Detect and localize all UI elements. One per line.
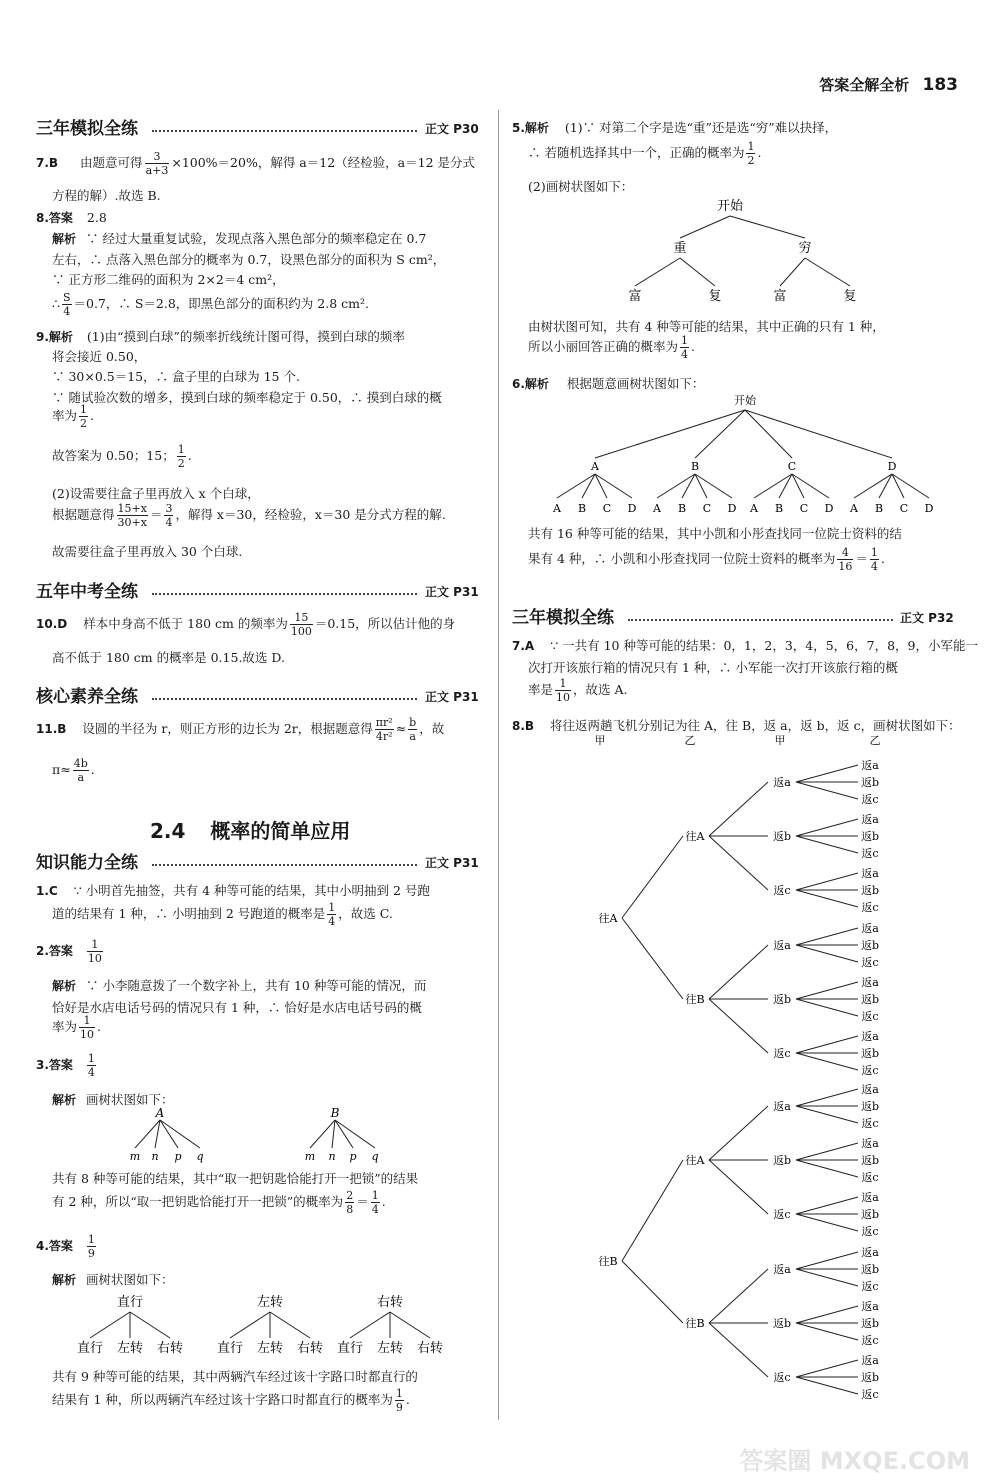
tree-leaf: 返b [860, 1371, 880, 1384]
section-leader [152, 593, 417, 595]
tree-leaf: 返b [860, 939, 880, 952]
tree-edge [557, 474, 595, 498]
tree-leaf: 返a [861, 1246, 879, 1259]
tree-edge [796, 928, 858, 945]
fraction: $\frac{2}{8}$ [346, 1189, 354, 1216]
tree-leaf: 返b [860, 1047, 880, 1060]
section-leader [628, 619, 893, 621]
tree-edge [730, 216, 805, 238]
tree-leaf: 直行 [336, 1341, 364, 1356]
q8 [36, 209, 107, 226]
tree-leaf: A [850, 502, 858, 515]
tree-leaf: 复 [708, 289, 722, 304]
tree-edge [90, 1312, 130, 1338]
tree-diagram-q6 [540, 390, 960, 518]
tree-leaf: D [627, 502, 637, 515]
tree-leaf: 返a [861, 1300, 879, 1313]
tree-edge [780, 258, 805, 286]
tree-edge [796, 1252, 858, 1269]
question-number: 5.解析 [512, 121, 549, 135]
q2-line1: 解析 ∵ 小李随意拨了一个数字补上，共有 10 种等可能的情况，而 [52, 978, 427, 993]
tree-node-level2: 往B [685, 1317, 705, 1330]
tree-node-level3: 返a [773, 776, 791, 789]
tree-leaf: 返c [861, 1225, 879, 1238]
tree-edge [796, 1306, 858, 1323]
tree-leaf: 返b [860, 884, 880, 897]
tree-leaf: 复 [843, 289, 857, 304]
tree-node-level3: 返b [772, 993, 792, 1006]
tree-edge [796, 945, 858, 962]
tree-leaf: B [774, 502, 784, 515]
tree-root: 开始 [716, 199, 744, 214]
question-number: 8.答案 [36, 211, 73, 225]
tree-node-level3: 返b [772, 830, 792, 843]
q3-line2: 共有 8 种等可能的结果，其中“取一把钥匙恰能打开一把锁”的结果 [52, 1171, 419, 1186]
tree-leaf: q [371, 1150, 379, 1163]
tree-edge [796, 873, 858, 890]
question-number: 1.C [36, 884, 58, 898]
tree-edge [796, 1089, 858, 1106]
tree-edge [796, 1269, 858, 1286]
tree-edge [796, 890, 858, 907]
tree-edge [796, 1106, 858, 1123]
q6-line1: 6.解析 根据题意画树状图如下： [512, 376, 705, 391]
tree-node-level1: 往B [598, 1255, 618, 1268]
question-number: 6.解析 [512, 377, 549, 391]
q1-line2: 道的结果有 1 种，∴ 小明抽到 2 号跑道的概率是 $\frac{1}{4}$ ，故选 C. [52, 901, 393, 928]
tree-leaf: n [328, 1150, 336, 1163]
tree-leaf: 返a [861, 976, 879, 989]
q5-line1: 5.解析 (1)∵ 对第二个字是选“重”还是选“穷”难以抉择， [512, 120, 838, 135]
tree-leaf: 返b [860, 993, 880, 1006]
tree-node-level3: 返c [773, 1371, 791, 1384]
tree-edge [350, 1312, 390, 1338]
tree-mid: 穷 [798, 241, 812, 256]
q9-line3: ∵ 30×0.5＝15，∴ 盒子里的白球为 15 个. [52, 369, 300, 384]
q2-line2: 恰好是水店电话号码的情况只有 1 种，∴ 恰好是水店电话号码的概 [52, 1000, 422, 1015]
tree-edge [754, 474, 792, 498]
tree-leaf: A [750, 502, 758, 515]
q9-line6: 故答案为 0.50；15； $\frac{1}{2}$ . [52, 443, 192, 470]
tree-leaf: 右转 [416, 1341, 444, 1356]
question-number: 7.A [512, 639, 535, 653]
tree-root: 左转 [256, 1295, 284, 1310]
tree-node-level2: 往B [685, 993, 705, 1006]
fraction: $\frac{1}{4}$ [681, 334, 689, 361]
tree-leaf: 返a [861, 759, 879, 772]
tree-edge [709, 1160, 768, 1214]
running-header [819, 74, 958, 95]
section-ref: 正文 P32 [900, 611, 954, 625]
tree-node-level2: 往A [685, 830, 705, 843]
tree-node-level3: 返a [773, 1100, 791, 1113]
tree-leaf: 返c [861, 847, 879, 860]
fraction: $\frac{1}{10}$ [556, 677, 571, 704]
section-ref: 正文 P31 [425, 585, 479, 599]
q6-line3: 果有 4 种，∴ 小凯和小彤查找同一位院士资料的概率为 $\frac{4}{16}$ ＝ $\frac{1}{4}$ . [528, 546, 885, 573]
fraction: $\frac{1}{10}$ [87, 938, 102, 965]
q9-line4: ∵ 随试验次数的增多，摸到白球的频率稳定于 0.50，∴ 摸到白球的概 [52, 390, 442, 405]
tree-leaf: A [653, 502, 661, 515]
column-label: 甲 [594, 734, 606, 747]
tree-diagram-q4 [60, 1290, 480, 1360]
tree-leaf: 返c [861, 1388, 879, 1401]
q7r-line1: 7.A ∵ 一共有 10 种等可能的结果：0，1，2，3，4，5，6，7，8，9，小军能一 [512, 638, 978, 653]
tree-leaf: 左转 [256, 1341, 284, 1356]
tree-root-b: B [330, 1106, 340, 1120]
section-ref: 正文 P30 [425, 122, 479, 136]
tree-leaf: C [702, 502, 712, 515]
fraction: $\frac{1}{4}$ [371, 1189, 379, 1216]
tree-edge [390, 1312, 430, 1338]
tree-mid: A [591, 460, 599, 473]
fraction: $\frac{S}{4}$ [62, 291, 71, 318]
fraction: $\frac{b}{a}$ [409, 716, 417, 743]
section-ref: 正文 P31 [425, 690, 479, 704]
tree-node-level3: 返a [773, 1263, 791, 1276]
tree-mid: C [787, 460, 797, 473]
q9-line1: 9.解析 (1)由“摸到白球”的频率折线统计图可得，摸到白球的频率 [36, 329, 405, 344]
section-leader [152, 130, 417, 132]
tree-mid: D [887, 460, 897, 473]
tree-edge [796, 1377, 858, 1394]
fraction: $\frac{1}{2}$ [177, 443, 185, 470]
q5-line5: 所以小丽回答正确的概率为 $\frac{1}{4}$ . [528, 334, 695, 361]
tree-leaf: q [196, 1150, 204, 1163]
tree-edge [695, 410, 745, 458]
q10-line2: 高不低于 180 cm 的概率是 0.15.故选 D. [52, 650, 285, 665]
tree-node-level2: 往A [685, 1154, 705, 1167]
tree-node-level3: 返a [773, 939, 791, 952]
section-title-hexin: 核心素养全练 [36, 687, 138, 707]
fraction: $\frac{1}{10}$ [80, 1014, 95, 1041]
tree-edge [709, 999, 768, 1053]
header-title: 答案全解全析 [819, 76, 910, 94]
tree-leaf: D [727, 502, 737, 515]
question-number: 9.解析 [36, 330, 73, 344]
watermark: 答案圈 MXQE.COM [739, 1447, 970, 1475]
tree-edge [622, 918, 683, 999]
answer-value: 2.8 [86, 210, 107, 225]
tree-leaf: B [874, 502, 884, 515]
tree-leaf: 直行 [76, 1341, 104, 1356]
section-title-sannian-2: 三年模拟全练 [512, 608, 614, 628]
tree-node-level1: 往A [598, 912, 618, 925]
tree-node-level3: 返b [772, 1317, 792, 1330]
tree-root: 开始 [734, 394, 756, 407]
question-number: 11.B [36, 722, 67, 736]
tree-leaf: 返c [861, 956, 879, 969]
tree-node-level3: 返b [772, 1154, 792, 1167]
tree-leaf: 返c [861, 1117, 879, 1130]
tree-edge [709, 1323, 768, 1377]
tree-leaf: 直行 [216, 1341, 244, 1356]
tree-edge [622, 1160, 683, 1261]
q3-line1: 解析 画树状图如下： [52, 1092, 174, 1107]
tree-edge [796, 1143, 858, 1160]
tree-edge [796, 819, 858, 836]
tree-mid: B [690, 460, 700, 473]
tree-edge [854, 474, 892, 498]
tree-edge [230, 1312, 270, 1338]
tree-edge [796, 1360, 858, 1377]
tree-node-level3: 返c [773, 1047, 791, 1060]
tree-leaf: 左转 [116, 1341, 144, 1356]
tree-leaf: C [602, 502, 612, 515]
tree-node-level3: 返c [773, 1208, 791, 1221]
column-label: 乙 [869, 734, 881, 747]
tree-leaf: m [304, 1150, 316, 1163]
tree-leaf: C [899, 502, 909, 515]
tree-edge [709, 1106, 768, 1160]
tree-leaf: p [174, 1150, 182, 1163]
fraction: $\frac{4}{16}$ [838, 546, 853, 573]
q7r-line2: 次打开该旅行箱的情况只有 1 种，∴ 小军能一次打开该旅行箱的概 [528, 660, 898, 675]
column-label: 乙 [684, 734, 696, 747]
chapter-title [150, 815, 350, 844]
tree-leaf: 返b [860, 1317, 880, 1330]
page-number: 183 [922, 75, 958, 95]
tree-edge [805, 258, 850, 286]
question-number: 4.答案 [36, 1239, 73, 1253]
tree-leaf: 返a [861, 1083, 879, 1096]
tree-edge [130, 1312, 170, 1338]
tree-edge [622, 836, 683, 918]
fraction: $\frac{1}{9}$ [395, 1387, 403, 1414]
tree-leaf: 返c [861, 793, 879, 806]
column-label: 甲 [774, 734, 786, 747]
tree-leaf: 右转 [156, 1341, 184, 1356]
fraction: $\frac{1}{4}$ [328, 901, 336, 928]
tree-leaf: 返a [861, 1030, 879, 1043]
fraction: $\frac{1}{2}$ [747, 140, 755, 167]
tree-leaf: 返a [861, 1191, 879, 1204]
q7r-line3: 率是 $\frac{1}{10}$ ，故选 A. [528, 677, 628, 704]
tree-root: 直行 [116, 1295, 144, 1310]
q5-line4: 由树状图可知，共有 4 种等可能的结果，其中正确的只有 1 种， [528, 319, 885, 334]
question-number: 7.B [36, 156, 59, 170]
q1-line1: 1.C ∵ 小明首先抽签，共有 4 种等可能的结果，其中小明抽到 2 号跑 [36, 883, 430, 898]
tree-leaf: 返a [861, 867, 879, 880]
tree-leaf: 富 [628, 289, 642, 304]
tree-edge [796, 1053, 858, 1070]
tree-edge [680, 216, 730, 238]
tree-leaf: 返a [861, 1137, 879, 1150]
tree-edge [622, 1261, 683, 1323]
q4-line3: 结果有 1 种，所以两辆汽车经过该十字路口时都直行的概率为 $\frac{1}{9}$ . [52, 1387, 410, 1414]
tree-diagram-q5 [600, 194, 900, 310]
fraction: $\frac{1}{4}$ [870, 546, 878, 573]
tree-leaf: 返b [860, 1263, 880, 1276]
tree-edges [135, 1120, 375, 1148]
q3-line3: 有 2 种，所以“取一把钥匙恰能打开一把锁”的概率为 $\frac{2}{8}$ ＝ $\frac{1}{4}$ . [52, 1189, 386, 1216]
tree-leaf: 富 [773, 289, 787, 304]
tree-leaf: 返c [861, 901, 879, 914]
q9-line7: (2)设需要往盒子里再放入 x 个白球， [52, 486, 260, 501]
question-number: 2.答案 [36, 944, 73, 958]
tree-leaf: 返b [860, 1100, 880, 1113]
q9-line8: 根据题意得 $\frac{15+x}{30+x}$ ＝ $\frac{3}{4}$ ，解得 x＝30，经检验，x＝30 是分式方程的解. [52, 502, 446, 529]
q3-answer [36, 1052, 98, 1079]
tree-leaf: 返a [861, 922, 879, 935]
section-ref: 正文 P31 [425, 856, 479, 870]
tree-edge [796, 1214, 858, 1231]
tree-root-a: A [155, 1106, 165, 1120]
section-title-zhishi: 知识能力全练 [36, 853, 138, 873]
fraction: $\frac{1}{2}$ [80, 403, 88, 430]
question-number: 3.答案 [36, 1058, 73, 1072]
tree-leaf: B [577, 502, 587, 515]
tree-leaf: 左转 [376, 1341, 404, 1356]
fraction: $\frac{4b}{a}$ [73, 757, 88, 784]
fraction: $\frac{1}{9}$ [87, 1233, 95, 1260]
tree-leaf: 返b [860, 1208, 880, 1221]
section-leader [152, 864, 417, 866]
tree-leaf: 返c [861, 1280, 879, 1293]
section-leader [152, 698, 417, 700]
q11-line1: 11.B 设圆的半径为 r，则正方形的边长为 2r，根据题意得 $\frac{\text{πr²}}{\text{4r²}}$ ≈ $\frac{b}{a}$ ，故 [36, 716, 445, 743]
tree-mid: 重 [673, 241, 687, 256]
tree-edge [796, 782, 858, 799]
q8-line3: ∵ 正方形二维码的面积为 2×2＝4 cm²， [52, 272, 285, 287]
q6-line2: 共有 16 种等可能的结果，其中小凯和小彤查找同一位院士资料的结 [528, 526, 902, 541]
tree-leaf: 返c [861, 1064, 879, 1077]
tree-edge [270, 1312, 310, 1338]
tree-edge [796, 765, 858, 782]
tree-edge [709, 945, 768, 999]
tree-edge [796, 1197, 858, 1214]
fraction: $\frac{15+x}{30+x}$ [117, 502, 147, 529]
tree-leaf: 返c [861, 1010, 879, 1023]
fraction: $\frac{1}{4}$ [87, 1052, 95, 1079]
tree-leaf: p [349, 1150, 357, 1163]
tree-edge [796, 999, 858, 1016]
q11-line2: π≈ $\frac{4b}{a}$ . [52, 757, 95, 784]
tree-leaf: B [677, 502, 687, 515]
chapter-number: 2.4 [150, 819, 186, 843]
tree-edge [796, 1323, 858, 1340]
chapter-name: 概率的简单应用 [210, 819, 351, 843]
tree-leaf: 返b [860, 1154, 880, 1167]
tree-leaf: m [129, 1150, 141, 1163]
tree-root: 右转 [376, 1295, 404, 1310]
question-number: 8.B [512, 719, 535, 733]
q9-line9: 故需要往盒子里再放入 30 个白球. [52, 544, 243, 559]
fraction: $\frac{\text{πr²}}{\text{4r²}}$ [375, 716, 393, 743]
tree-edge [796, 982, 858, 999]
tree-leaf: 右转 [296, 1341, 324, 1356]
tree-leaf: 返a [861, 813, 879, 826]
tree-leaf: D [824, 502, 834, 515]
tree-edge [709, 1269, 768, 1323]
q2-answer [36, 938, 105, 965]
question-number: 10.D [36, 617, 68, 631]
q9-line2: 将会接近 0.50， [52, 349, 147, 364]
tree-leaf: 返b [860, 830, 880, 843]
q8-line4: ∴ $\frac{S}{4}$ ＝0.7，∴ S＝2.8，即黑色部分的面积约为 2.8 cm². [52, 291, 369, 318]
q5-line2: ∴ 若随机选择其中一个，正确的概率为 $\frac{1}{2}$ . [528, 140, 762, 167]
tree-diagram-q8 [560, 728, 920, 1428]
q8r-line1: 8.B 将往返两趟飞机分别记为往 A，往 B，返 a，返 b，返 c，画树状图如下： [512, 718, 961, 733]
tree-edge [709, 782, 768, 836]
q9-line5: 率为 $\frac{1}{2}$ . [52, 403, 94, 430]
q4-answer [36, 1233, 98, 1260]
tree-leaf: 返c [861, 1171, 879, 1184]
tree-edge [680, 258, 715, 286]
column-divider [498, 110, 499, 1420]
tree-edge [635, 258, 680, 286]
tree-leaf: 返b [860, 776, 880, 789]
tree-edge [745, 410, 892, 458]
tree-diagram-q3 [110, 1106, 420, 1164]
tree-edge [796, 836, 858, 853]
tree-edge [796, 1160, 858, 1177]
fraction: $\frac{15}{100}$ [290, 611, 312, 638]
q8-line2: 左右，∴ 点落入黑色部分的概率为 0.7，设黑色部分的面积为 S cm²， [52, 252, 446, 267]
tree-leaf: C [799, 502, 809, 515]
tree-node-level3: 返c [773, 884, 791, 897]
tree-leaf: D [924, 502, 934, 515]
q5-line3: (2)画树状图如下： [528, 179, 634, 194]
tree-edge [709, 836, 768, 890]
q4-line1: 解析 画树状图如下： [52, 1272, 174, 1287]
q4-line2: 共有 9 种等可能的结果，其中两辆汽车经过该十字路口时都直行的 [52, 1369, 418, 1384]
tree-leaf: 返c [861, 1334, 879, 1347]
q2-line3: 率为 $\frac{1}{10}$ . [52, 1014, 101, 1041]
q10-line1: 10.D 样本中身高不低于 180 cm 的频率为 $\frac{15}{100}$ ＝0.15，所以估计他的身 [36, 611, 456, 638]
q8-line1: 解析 ∵ 经过大量重复试验，发现点落入黑色部分的频率稳定在 0.7 [52, 231, 427, 246]
tree-leaf: n [151, 1150, 159, 1163]
tree-leaf: 返a [861, 1354, 879, 1367]
tree-edge [595, 410, 745, 458]
q7-line2: 方程的解）.故选 B. [52, 188, 161, 203]
tree-edge [657, 474, 695, 498]
tree-leaf: A [553, 502, 561, 515]
section-title-wunian: 五年中考全练 [36, 582, 138, 602]
section-title-sannian: 三年模拟全练 [36, 119, 138, 139]
q7: 7.B 由题意可得 $\frac{3}{a+3}$ ×100%＝20%，解得 a＝12（经检验，a＝12 是分式 [36, 150, 476, 177]
fraction: $\frac{3}{a+3}$ [145, 150, 169, 177]
tree-edge [796, 1036, 858, 1053]
fraction: $\frac{3}{4}$ [165, 502, 173, 529]
